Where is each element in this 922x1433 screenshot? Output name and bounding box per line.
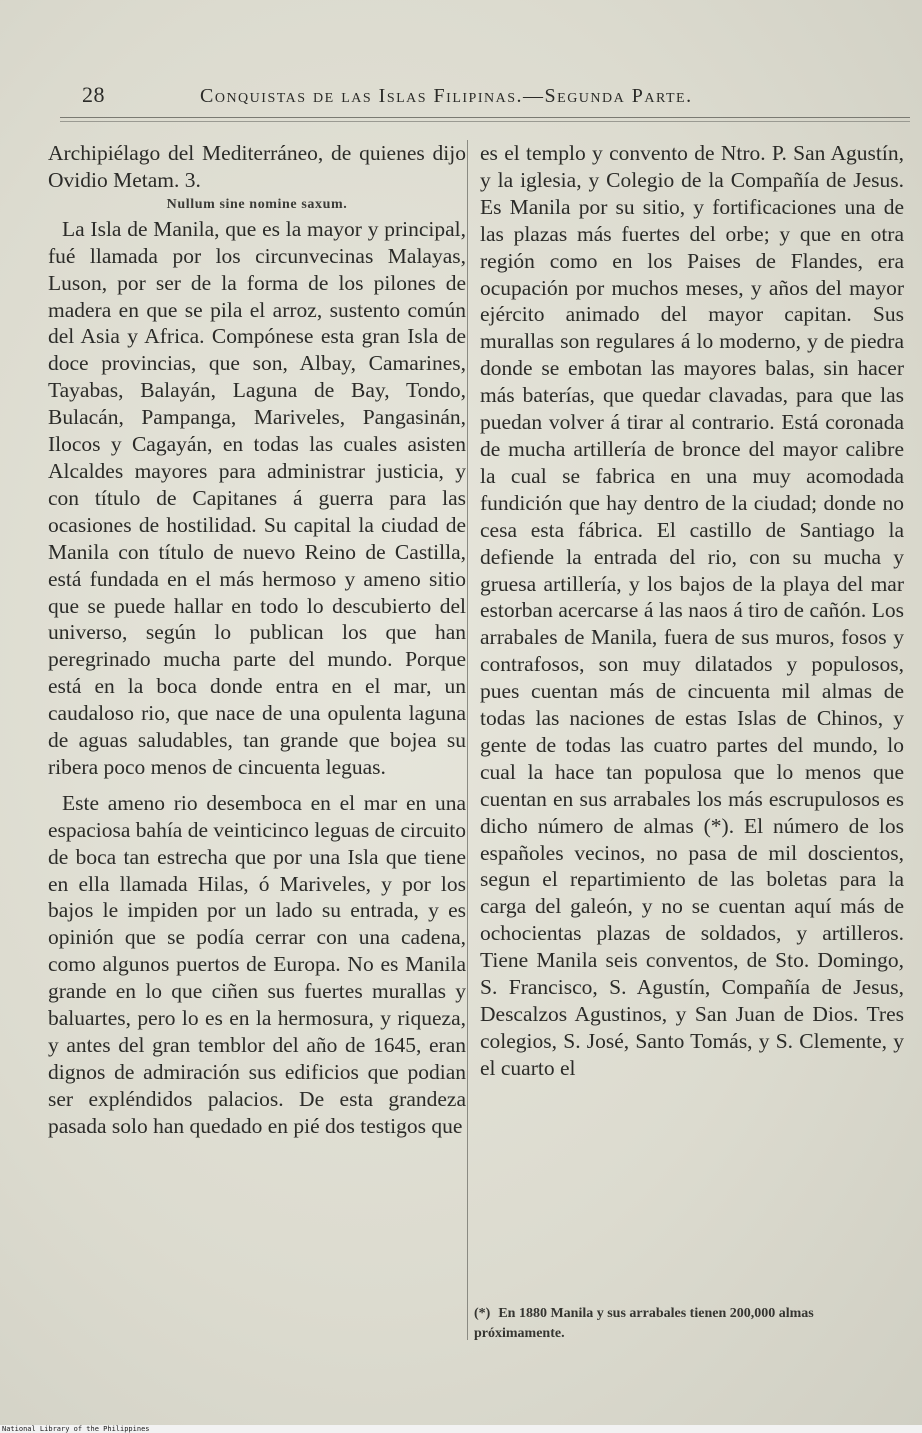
page-number: 28	[82, 82, 105, 107]
header-rule	[60, 117, 910, 122]
running-head: Conquistas de las Islas Filipinas.—Segunda Parte.	[200, 85, 693, 107]
paragraph: es el templo y convento de Ntro. P. San Agustín, y la iglesia, y Colegio de la Compañía de Jesus. Es Manila por su sitio, y fortificaciones una de las plazas más fuertes del orbe; y que en otra región como en los Paises de Flandes, era ocupación por muchos meses, y años del mayor ejército animado del mayor capitan. Sus murallas son regulares á lo moderno, y de piedra donde se embotan las mayores balas, sin hacer más baterías, que quedar clavadas, para que las puedan volver á tirar al contrario. Está coronada de mucha artillería de bronce del mayor calibre la cual se fabrica en una muy acomodada fundición que hay dentro de la ciudad; donde no cesa esta fábrica. El castillo de Santiago la defiende la entrada del rio, con su mucha y gruesa artillería, y los bajos de la playa del mar estorban acercarse á las naos á tiro de cañón. Los arrabales de Manila, fuera de sus muros, fosos y contrafosos, son muy dilatados y populosos, pues cuentan más de cincuenta mil almas de todas las naciones de estas Islas de Chinos, y gente de todas las cuatro partes del mundo, lo cual la hace tan populosa que lo menos que cuentan en sus arrabales los más escrupulosos es dicho número de almas (*). El número de los españoles vecinos, no pasa de mil doscientos, segun el repartimiento de las boletas para la carga del galeón, y no se cuentan aquí más de ochocientas plazas de soldados, y artilleros. Tiene Manila seis conventos, de Sto. Domingo, S. Francisco, S. Agustín, Compañía de Jesus, Descalzos Agustinos, y San Juan de Dios. Tres colegios, S. José, Santo Tomás, y S. Clemente, y el cuarto el	[480, 141, 904, 1080]
right-column	[480, 140, 904, 1082]
footnote-marker: (*)	[474, 1306, 491, 1321]
footnote-text: En 1880 Manila y sus arrabales tienen 200,000 almas próximamente.	[474, 1306, 814, 1341]
latin-quote: Nullum sine nomine saxum.	[166, 196, 348, 212]
paragraph: La Isla de Manila, que es la mayor y principal, fué llamada por los circunvecinas Malayas, Luson, por ser de la forma de los pilones de madera en que se pila el arroz, sustento común del Asia y Africa. Compónese esta gran Isla de doce provincias, que son, Albay, Camarines, Tayabas, Balayán, Laguna de Bay, Tondo, Bulacán, Pampanga, Mariveles, Pangasinán, Ilocos y Cagayán, en todas las cuales asisten Alcaldes mayores para administrar justicia, y con título de Capitanes á guerra para las ocasiones de hostilidad. Su capital la ciudad de Manila con título de nuevo Reino de Castilla, está fundada en el más hermoso y ameno sitio que se puede hallar en todo lo descubierto del universo, según lo publican los que han peregrinado mucha parte del mundo. Porque está en la boca donde entra en el mar, un caudaloso rio, que nace de una opulenta laguna de aguas saludables, tan grande que bojea su ribera poco menos de cincuenta leguas.	[48, 216, 466, 779]
paragraph: Este ameno rio desemboca en el mar en una espaciosa bahía de veinticinco leguas de circuito de boca tan estrecha que por una Isla que tiene en ella llamada Hilas, ó Mariveles, y por los bajos le impiden por un lado su entrada, y es opinión que se podía cerrar con una cadena, como algunos puertos de Europa. No es Manila grande en lo que ciñen sus fuertes murallas y baluartes, pero lo es en la hermosura, y riqueza, y antes del gran temblor del año de 1645, eran dignos de admiración sus edificios que podian ser expléndidos palacios. De esta grandeza pasada solo han quedado en pié dos testigos que	[48, 790, 466, 1138]
page-header	[80, 80, 900, 112]
paragraph: Archipiélago del Mediterráneo, de quienes dijo Ovidio Metam. 3.	[48, 141, 466, 192]
column-divider	[467, 140, 468, 1340]
left-column	[48, 140, 466, 1140]
library-credit: National Library of the Philippines	[0, 1425, 922, 1433]
footnote	[474, 1304, 904, 1344]
paragraph-gap	[48, 781, 466, 790]
